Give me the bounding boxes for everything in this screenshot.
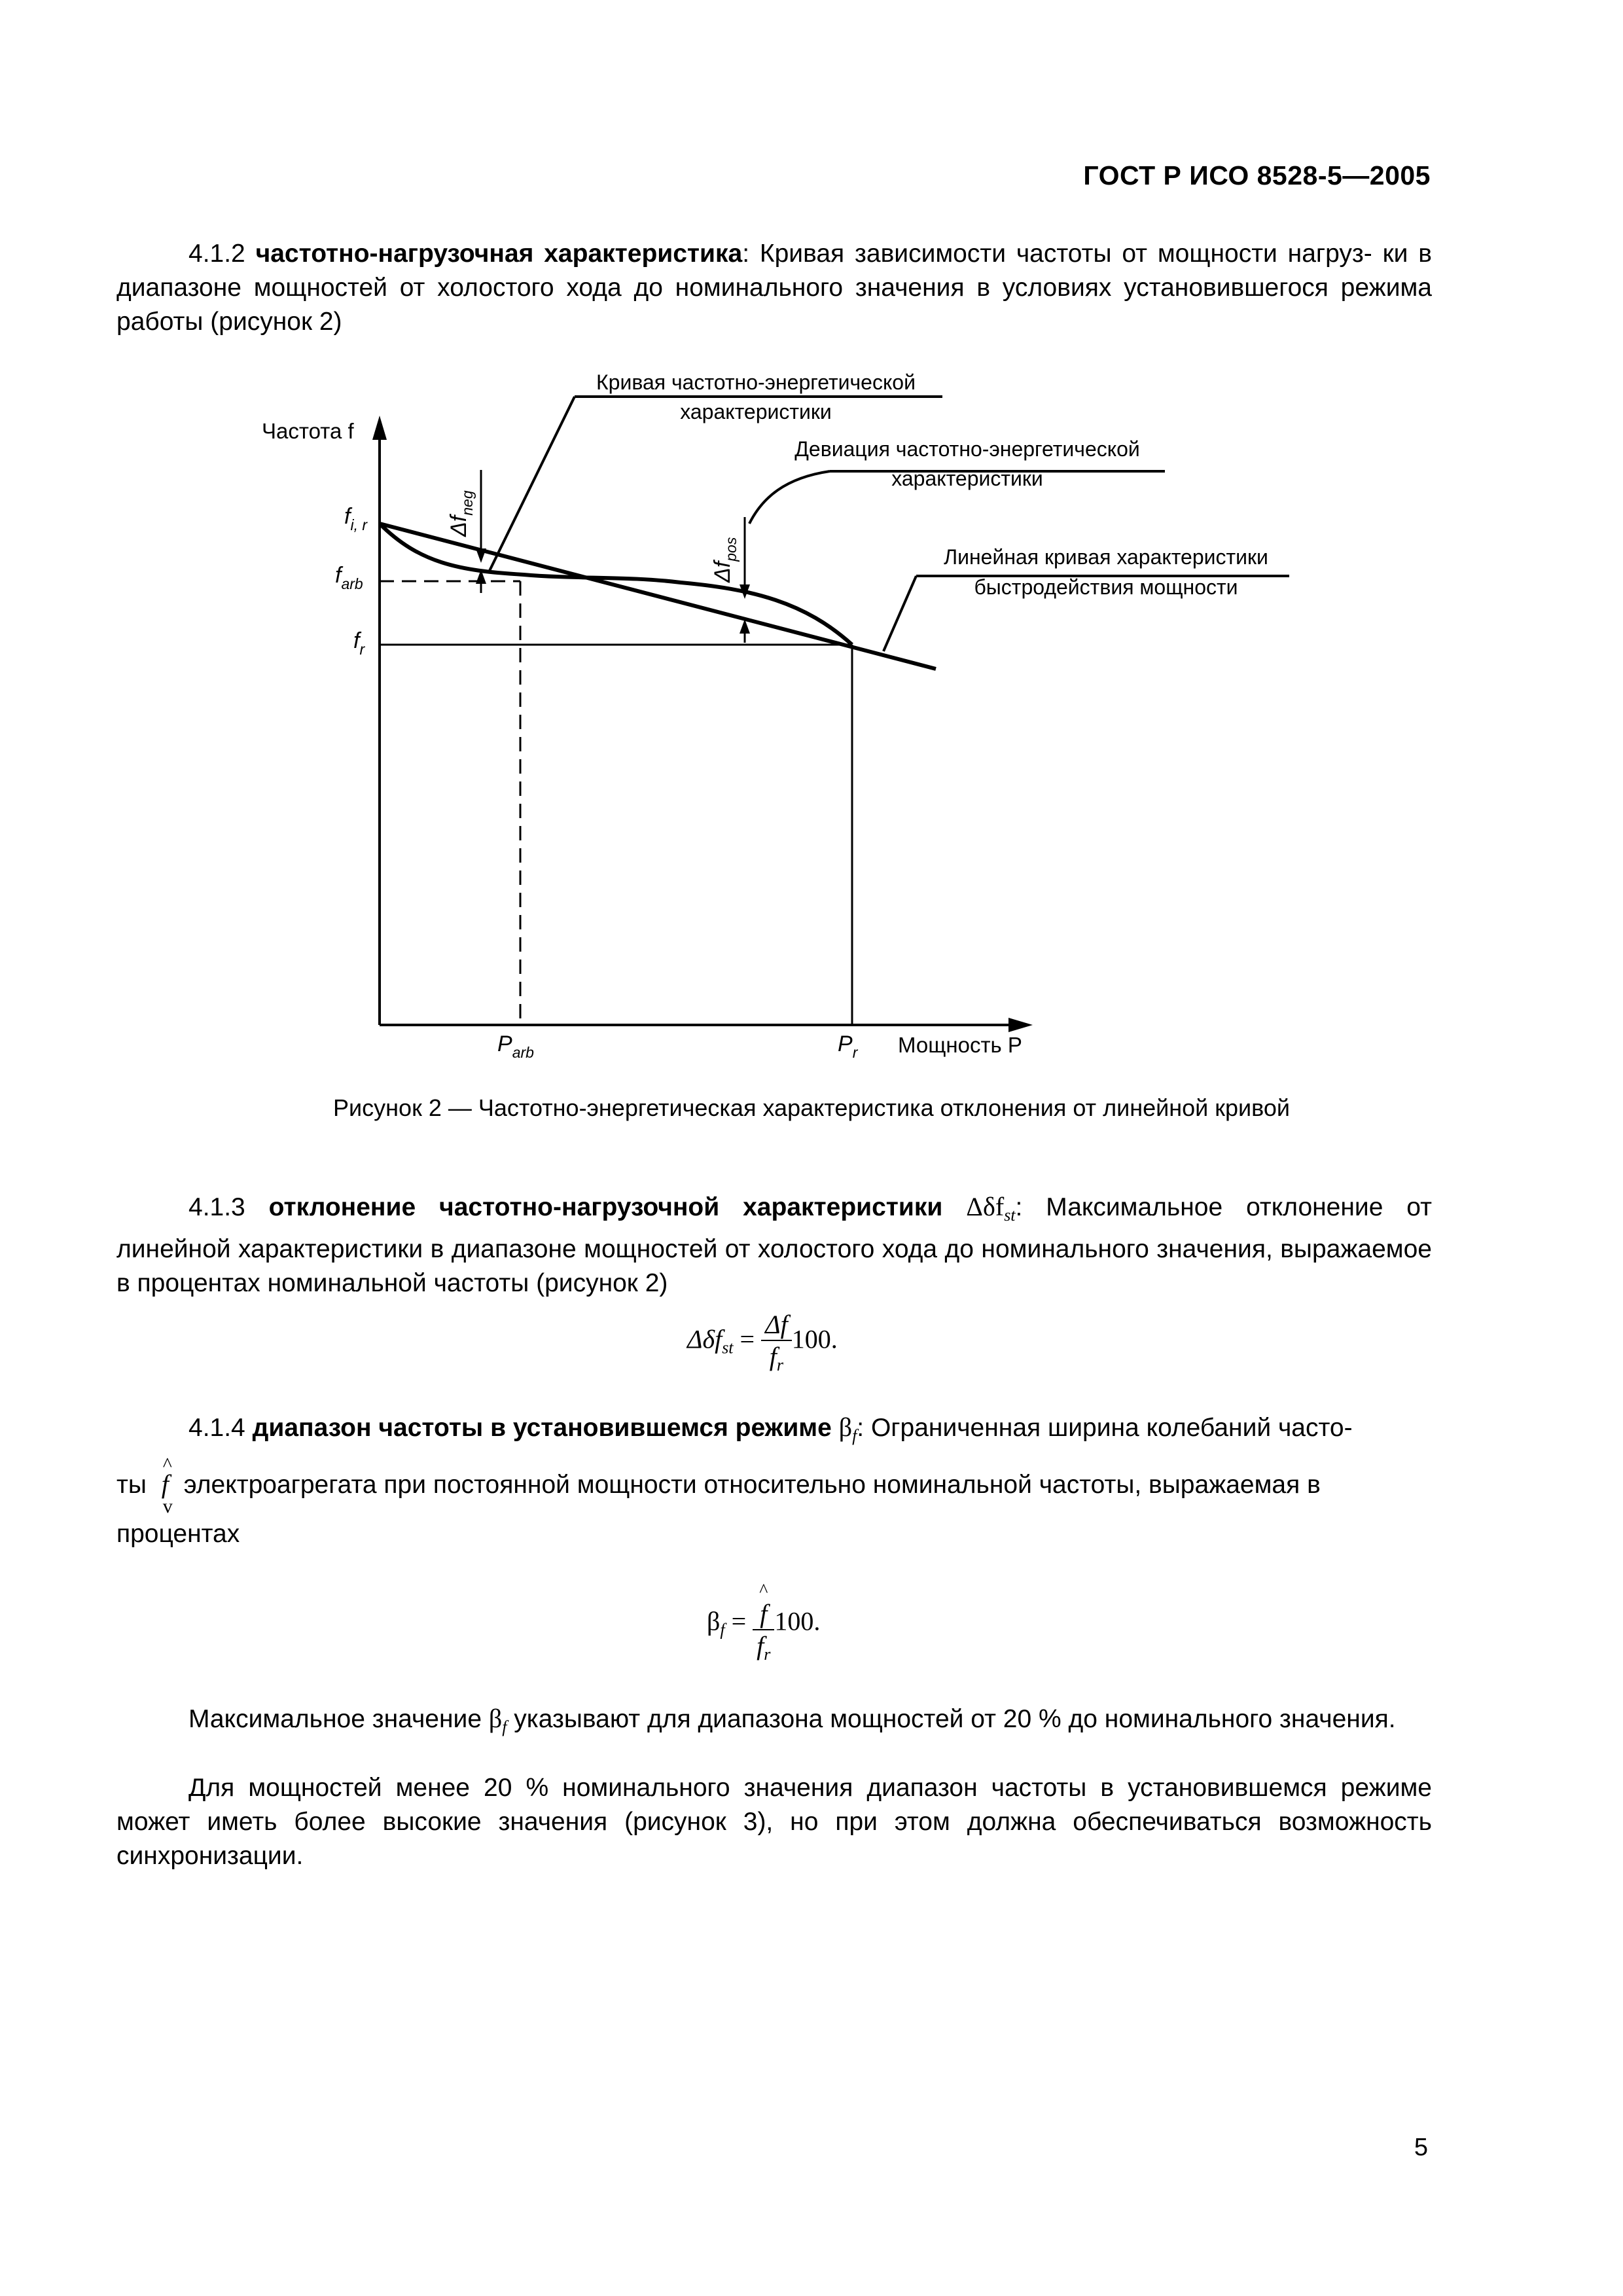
section-symbol: Δδf$_{st}$ bbox=[966, 1192, 1016, 1225]
tick-parb: $P_{arb}$ bbox=[497, 1031, 534, 1061]
y-axis-label: Частота f bbox=[262, 419, 354, 443]
leader-lines bbox=[490, 397, 1289, 651]
page-number: 5 bbox=[1414, 2134, 1428, 2161]
paragraph-low-power: Для мощностей менее 20 % номинального значения диапазон частоты в установившемся режиме может иметь более высокие значения (рисунок 3), но при этом должна обеспечиваться возможность синхронизации. bbox=[116, 1774, 1432, 1870]
paragraph-max-value: Максимальное значение $\beta_f$ указывают для диапазона мощностей от 20 % до номинального значения. bbox=[188, 1704, 1396, 1736]
figure-2 bbox=[0, 353, 1623, 1106]
section-text-rest: линейной характеристики в диапазоне мощностей от холостого хода до номинального значения, выражаемое в процентах номинальной частоты (рисунок 2) bbox=[116, 1235, 1432, 1297]
section-4-1-4-line3: процентах bbox=[116, 1520, 240, 1548]
label-linear-line1: Линейная кривая характеристики bbox=[944, 545, 1268, 569]
tick-fir: $f_{i, r}$ bbox=[344, 504, 368, 533]
tick-farb: $f_{arb}$ bbox=[335, 563, 363, 592]
section-4-1-4-line2: ты ^ f v электроагрегата при постоянной мощности относительно номинальной частоты, выражаемая в bbox=[116, 1454, 1321, 1517]
section-symbol: $\beta_f$ bbox=[838, 1412, 857, 1445]
section-4-1-4-line1 bbox=[116, 1410, 1432, 1453]
section-text-rest: ки в диапазоне мощностей от холостого хода до номинального значения в условиях установившегося режима работы (рисунок 2) bbox=[116, 240, 1432, 336]
document-header: ГОСТ Р ИСО 8528-5—2005 bbox=[1083, 160, 1431, 190]
label-deviation-line1: Девиация частотно-энергетической bbox=[794, 437, 1140, 461]
section-term: отклонение частотно-нагрузочной характеристики bbox=[268, 1193, 943, 1221]
formula-fraction: $\frac{\Delta f}{f_r}$ bbox=[761, 1309, 792, 1375]
x-axis-label: Мощность P bbox=[898, 1033, 1022, 1057]
tick-fr: $f_r$ bbox=[353, 628, 365, 658]
section-4-1-2 bbox=[116, 237, 1432, 339]
section-number: 4.1.2 bbox=[188, 240, 245, 268]
formula-fraction: ^ f $f_r$ bbox=[753, 1584, 774, 1664]
f-hat-check-symbol: ^ f v bbox=[161, 1454, 173, 1517]
label-curve-line2: характеристики bbox=[680, 400, 832, 423]
leader-curve bbox=[490, 397, 575, 571]
label-deviation-line2: характеристики bbox=[891, 467, 1043, 490]
section-text-first: : Максимальное отклонение от bbox=[1015, 1193, 1432, 1221]
delta-neg-label: $\Delta f_{neg}$ bbox=[446, 490, 476, 537]
formula-deviation: Δδf$_{st}$ = $\frac{\Delta f}{f_r}$ 100. bbox=[687, 1310, 838, 1374]
y-axis-arrow-icon bbox=[372, 416, 387, 440]
section-term: частотно-нагрузочная характеристика bbox=[255, 240, 743, 268]
figure-caption: Рисунок 2 — Частотно-энергетическая характеристика отклонения от линейной кривой bbox=[333, 1094, 1290, 1121]
leader-linear bbox=[883, 576, 916, 651]
linear-characteristic-line bbox=[380, 524, 936, 669]
section-number: 4.1.4 bbox=[188, 1414, 245, 1442]
section-text-first: : Кривая зависимости частоты от мощности нагруз- bbox=[742, 240, 1372, 268]
label-curve-line1: Кривая частотно-энергетической bbox=[596, 370, 916, 394]
delta-pos-label: $\Delta f_{pos}$ bbox=[710, 537, 740, 583]
axes bbox=[380, 425, 1021, 1025]
section-term: диапазон частоты в установившемся режиме bbox=[252, 1414, 832, 1442]
section-text-first: : Ограниченная ширина колебаний часто- bbox=[857, 1414, 1353, 1442]
leader-deviation bbox=[749, 471, 830, 524]
section-number: 4.1.3 bbox=[188, 1193, 245, 1221]
arrow-down-icon bbox=[476, 548, 486, 563]
tick-pr: $P_r$ bbox=[838, 1031, 858, 1061]
section-4-1-3 bbox=[116, 1190, 1432, 1300]
label-linear-line2: быстродействия мощности bbox=[974, 575, 1238, 599]
x-axis-arrow-icon bbox=[1008, 1018, 1033, 1032]
formula-beta: $\beta_f$ = ^ f $f_r$ 100. bbox=[707, 1581, 821, 1664]
